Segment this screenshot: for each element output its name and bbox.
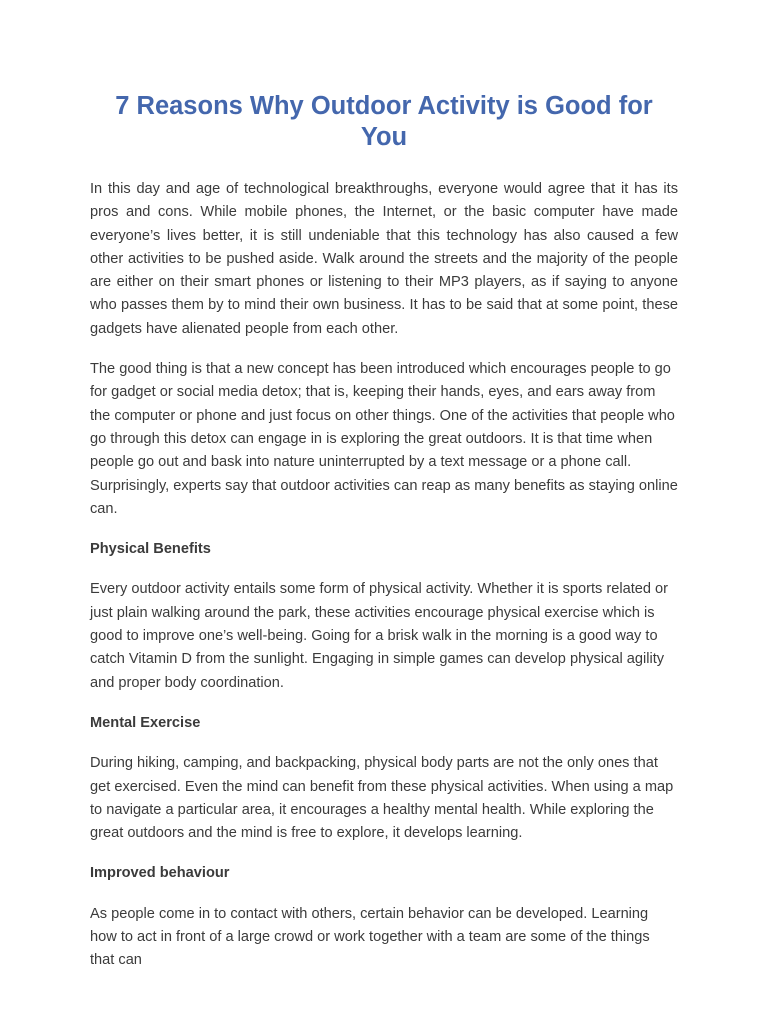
section-heading: Physical Benefits xyxy=(90,541,211,558)
section-paragraph: As people come in to contact with others, certain behavior can be developed. Learning how to act in front of a large crowd or work together with a team are some of the things that can xyxy=(90,905,650,969)
section-heading: Mental Exercise xyxy=(90,714,201,731)
section-paragraph: Every outdoor activity entails some form of physical activity. Whether it is sports related or just plain walking around the park, these activities encourage physical exercise which is good to improve one’s well-being. Going for a brisk walk in the morning is a good way to catch Vitamin D from the sunlight. Engaging in simple games can develop physical agility and proper body coordination. xyxy=(90,581,669,691)
section-heading: Improved behaviour xyxy=(90,865,230,882)
section-paragraph: During hiking, camping, and backpacking, physical body parts are not the only ones that get exercised. Even the mind can benefit from these physical activities. When using a map to navigate a particular area, it encourages a healthy mental health. While exploring the great outdoors and the mind is free to explore, it develops learning. xyxy=(90,755,674,842)
section-mental-exercise xyxy=(90,712,678,845)
section-physical-benefits xyxy=(90,538,678,695)
document-title: 7 Reasons Why Outdoor Activity is Good for You xyxy=(115,92,653,151)
intro-paragraph-1: In this day and age of technological breakthroughs, everyone would agree that it has its pros and cons. While mobile phones, the Internet, or the basic computer have made everyone’s lives better, it is still undeniable that this technology has also caused a few other activities to be pushed aside. Walk around the streets and the majority of the people are either on their smart phones or listening to their MP3 players, as if saying to anyone who passes them by to mind their own business. It has to be said that at some point, these gadgets have alienated people from each other. xyxy=(90,181,678,337)
intro-paragraph-2: The good thing is that a new concept has been introduced which encourages people to go for gadget or social media detox; that is, keeping their hands, eyes, and ears away from the computer or phone and just focus on other things. One of the activities that people who go through this detox can engage in is exploring the great outdoors. It is that time when people go out and bask into nature uninterrupted by a text message or a phone call. Surprisingly, experts say that outdoor activities can reap as many benefits as staying online can. xyxy=(90,361,678,517)
document-body xyxy=(90,178,678,973)
section-improved-behaviour xyxy=(90,862,678,972)
